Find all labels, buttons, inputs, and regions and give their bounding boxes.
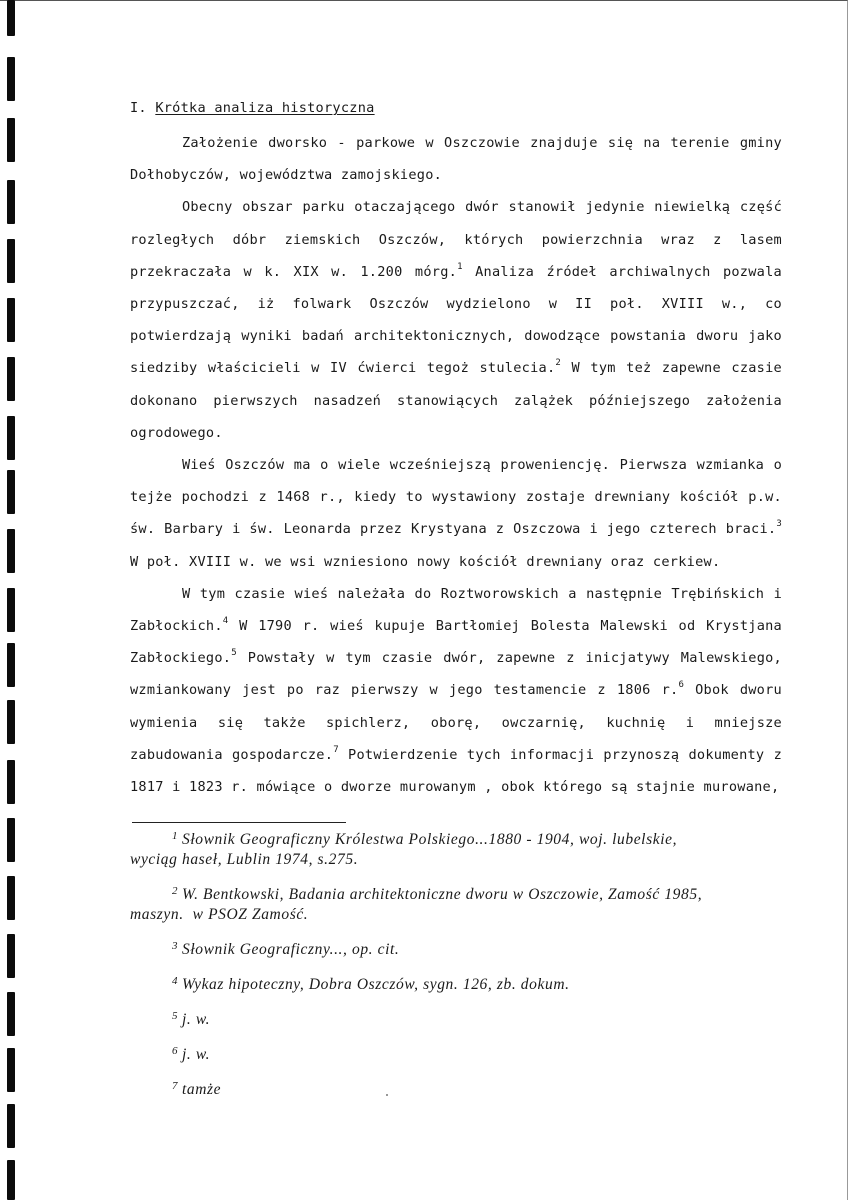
footnote-ref: 4 [222, 616, 229, 627]
footnote [130, 830, 784, 870]
paragraph [130, 449, 782, 578]
binding-hole [7, 357, 15, 401]
footnote-line: Słownik Geograficzny Królestwa Polskiego...1880 - 1904, woj. lubelskie, [182, 831, 678, 848]
binding-hole [7, 57, 15, 101]
binding-hole [7, 992, 15, 1036]
footnote-number: 1 [172, 830, 179, 842]
main-text [130, 95, 782, 803]
paragraph [130, 578, 782, 803]
footnote-separator [132, 822, 346, 823]
binding-hole [7, 876, 15, 920]
binding-hole [7, 588, 15, 632]
comb-binding [3, 0, 17, 1200]
paragraph-text: Obok dworu wymienia się także spichlerz, oborę, owczarnię, kuchnię i mniejsze zabudowania gospodarcze. [130, 682, 782, 763]
footnote-ref: 3 [776, 519, 782, 530]
paragraph-text: Analiza źródeł archiwalnych pozwala przypuszczać, iż folwark Oszczów wydzielono w II poł. XVIII w., co potwierdzają wyniki badań architektonicznych, dowodzące powstania dworu jako siedziby właścicieli w IV ćwierci tegoż stulecia. [130, 263, 782, 377]
paragraph-text: W tym też zapewne czasie dokonano pierwszych nasadzeń stanowiących zalążek późniejszego założenia ogrodowego. [130, 360, 782, 441]
binding-hole [7, 1104, 15, 1148]
scan-speck [386, 1094, 388, 1096]
binding-hole [7, 760, 15, 804]
binding-hole [7, 470, 15, 514]
footnotes [130, 830, 784, 1115]
footnote-number: 6 [172, 1045, 179, 1057]
footnote [130, 975, 784, 995]
footnote-number: 4 [172, 975, 179, 987]
binding-hole [7, 529, 15, 573]
binding-hole [7, 0, 15, 36]
footnote-number: 3 [172, 940, 179, 952]
binding-hole [7, 934, 15, 978]
paragraph-text: Powstały w tym czasie dwór, zapewne z inicjatywy Malewskiego, wzmiankowany jest po raz pierwszy w jego testamencie z 1806 r. [130, 650, 782, 699]
paragraph [130, 127, 782, 191]
footnote-line: j. w. [182, 1046, 211, 1063]
binding-hole [7, 1048, 15, 1092]
footnote-line: wyciąg haseł, Lublin 1974, s.275. [130, 851, 359, 868]
footnote-ref: 5 [231, 648, 237, 659]
paragraph-text: Wieś Oszczów ma o wiele wcześniejszą proweniencję. Pierwsza wzmianka o tejże pochodzi z 1468 r., kiedy to wystawiony zostaje drewniany kościół p.w. św. Barbary i św. Leonarda przez Krystyana z Oszczowa i jego czterech braci. [130, 457, 782, 538]
binding-hole [7, 818, 15, 862]
footnote-number: 2 [172, 885, 179, 897]
paragraph-text: Obecny obszar parku otaczającego dwór stanowił jedynie niewielką część rozległych dóbr ziemskich Oszczów, których powierzchnia wraz z lasem przekraczała w k. XIX w. 1.200 mórg. [130, 199, 782, 280]
footnote-line: Wykaz hipoteczny, Dobra Oszczów, sygn. 126, zb. dokum. [182, 976, 570, 993]
paragraph-text: W 1790 r. wieś kupuje Bartłomiej Bolesta Malewski od Krystjana Zabłockiego. [130, 618, 782, 667]
footnote [130, 885, 784, 925]
paragraph-text: Potwierdzenie tych informacji przynoszą dokumenty z 1817 i 1823 r. mówiące o dworze murowanym , obok którego są stajnie murowane, [130, 746, 783, 796]
footnote-number: 7 [172, 1080, 179, 1092]
footnote [130, 1080, 784, 1100]
footnote-line: W. Bentkowski, Badania architektoniczne dworu w Oszczowie, Zamość 1985, [182, 886, 703, 903]
footnote-line: Słownik Geograficzny..., op. cit. [182, 941, 400, 958]
paragraph-text: Założenie dworsko - parkowe w Oszczowie znajduje się na terenie gminy Dołhobyczów, województwa zamojskiego. [130, 135, 782, 184]
footnote-ref: 2 [555, 358, 562, 369]
binding-hole [7, 700, 15, 744]
paragraphs [130, 127, 782, 803]
footnote-line: maszyn. w PSOZ Zamość. [130, 906, 309, 923]
footnote-ref: 6 [678, 680, 685, 691]
binding-hole [7, 298, 15, 342]
binding-hole [7, 1160, 15, 1200]
binding-hole [7, 416, 15, 460]
paragraph-text: W tym czasie wieś należała do Roztworowskich a następnie Trębińskich i Zabłockich. [130, 585, 782, 635]
paragraph [130, 191, 782, 449]
section-title: Krótka analiza historyczna [155, 100, 375, 116]
section-number: I. [130, 100, 147, 116]
footnote-line: tamże [182, 1081, 222, 1098]
binding-hole [7, 118, 15, 162]
footnote [130, 940, 784, 960]
footnote-line: j. w. [182, 1011, 211, 1028]
footnote-ref: 7 [333, 744, 339, 755]
binding-hole [7, 239, 15, 283]
section-heading [130, 95, 782, 121]
footnote [130, 1010, 784, 1030]
footnote-number: 5 [172, 1010, 179, 1022]
footnote [130, 1045, 784, 1065]
paragraph-text: W poł. XVIII w. we wsi wzniesiono nowy kościół drewniany oraz cerkiew. [130, 553, 721, 570]
binding-hole [7, 180, 15, 224]
binding-hole [7, 643, 15, 687]
footnote-ref: 1 [457, 261, 463, 272]
